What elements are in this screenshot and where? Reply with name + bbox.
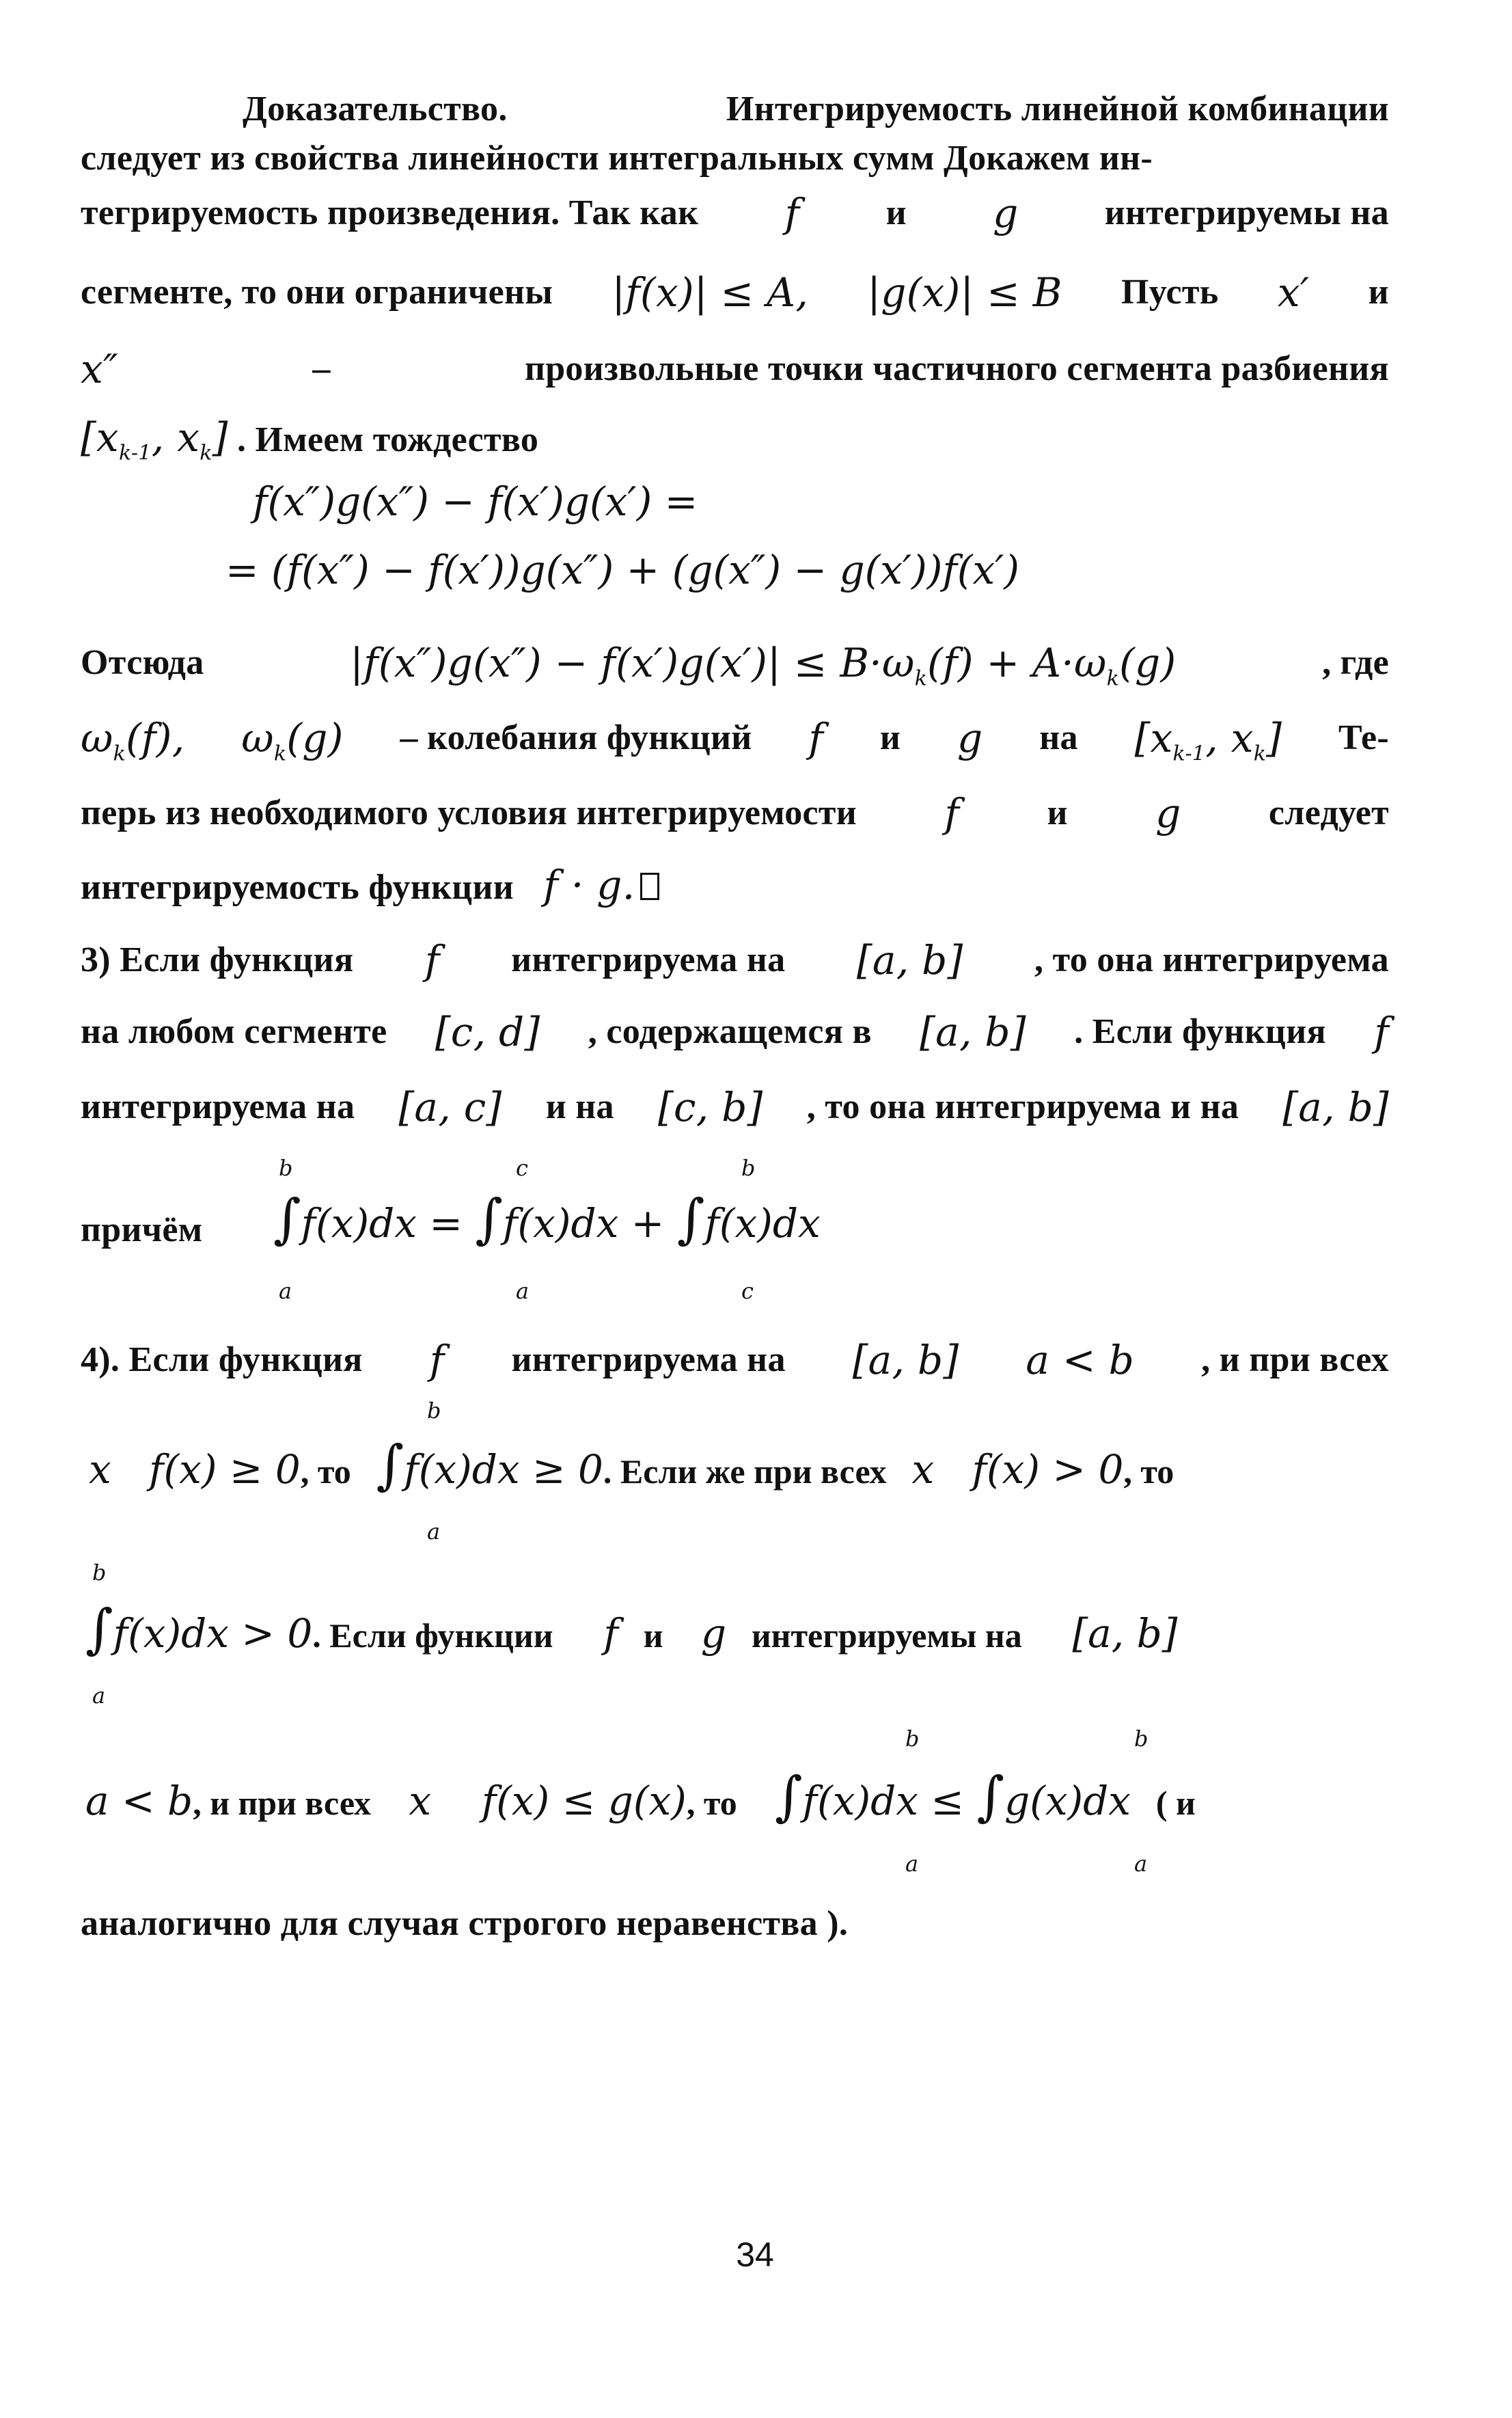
identity-line-2: = (f(x″) − f(x′))g(x″) + (g(x″) − g(x′))f(x′): [225, 547, 1020, 593]
limit-lower: a: [905, 1851, 919, 1877]
math-f: f: [944, 790, 960, 837]
text-span: причём: [81, 1210, 203, 1249]
math-ab: [a, b]: [1282, 1084, 1389, 1130]
text-line-18: x f(x) ≥ 0, то ∫f(x)dx ≥ 0. Если же при всех x f(x) > 0, то: [89, 1435, 1174, 1496]
limit-upper: b: [741, 1155, 756, 1181]
text-span: интегрируема на: [511, 1340, 786, 1379]
text-span: интегрируема на: [511, 940, 786, 979]
math-a-lt-b: a < b: [1026, 1337, 1135, 1383]
limit-lower: a: [516, 1278, 530, 1304]
math-f: f: [784, 190, 800, 236]
text-span: 3) Если функция: [81, 940, 354, 979]
end-of-proof-icon: [640, 873, 659, 900]
text-span: и: [1047, 793, 1068, 832]
text-line-19: ∫f(x)dx > 0. Если функции f и g интегрируемы на [a, b]: [85, 1599, 1178, 1660]
text-span: – колебания функций: [400, 718, 752, 757]
math-segment-k: [$x_{k-1}$, $x_k$]: [1134, 715, 1282, 766]
text-line-6: [81, 410, 1389, 481]
text-line-14: [81, 1005, 1389, 1059]
text-span: , то она интегрируема: [1034, 940, 1389, 979]
text-span: и: [885, 193, 907, 232]
proof-heading: Доказательство.: [243, 90, 508, 128]
text-span: следует: [1268, 793, 1389, 832]
text-span: и: [1368, 273, 1389, 312]
math-ab: [a, b]: [852, 1337, 959, 1383]
identity-line-1: f(x″)g(x″) − f(x′)g(x′) =: [253, 478, 698, 525]
text-line-3: [81, 186, 1389, 241]
text-span: на: [1039, 718, 1078, 757]
text-span: интегрируемы на: [1104, 193, 1389, 232]
integral-sign: ∫: [376, 1435, 404, 1496]
math-ab: [a, b]: [920, 1009, 1026, 1055]
integral-additivity: ∫f(x)dx = ∫f(x)dx + ∫f(x)dx: [273, 1188, 821, 1250]
text-line-11: [81, 786, 1389, 841]
page-number: 34: [736, 2236, 774, 2274]
text-line-5: [81, 342, 1389, 396]
limit-upper: b: [427, 1398, 441, 1424]
math-ab: [a, b]: [856, 937, 963, 983]
math-f: f: [429, 1337, 445, 1383]
text-span: интегрируема на: [81, 1087, 355, 1126]
math-inequality: $|f(x'')g(x'') - f(x')g(x')| \le B\cdot\omega_k(f) + A\cdot\omega_k(g)$: [350, 640, 1177, 691]
integral-sign: ∫: [475, 1188, 504, 1250]
limit-lower: a: [1134, 1851, 1148, 1877]
text-span: Пусть: [1121, 273, 1219, 312]
math-f: f: [424, 937, 440, 983]
text-line-10: [81, 711, 1389, 782]
limit-lower: a: [427, 1519, 441, 1545]
integral-sign: ∫: [85, 1599, 113, 1660]
text-line-1: [243, 82, 1389, 137]
text-line-17: [81, 1333, 1389, 1387]
math-fg: f · g: [543, 862, 622, 908]
text-line-2: [81, 131, 1389, 186]
text-span: –: [312, 349, 331, 388]
text-span: и: [879, 718, 901, 757]
text-span: , где: [1322, 643, 1389, 682]
text-span: следует из свойства линейности интегральных сумм Докажем ин-: [81, 139, 1153, 178]
math-bound-f: |f(x)| ≤ A,: [611, 269, 809, 316]
text-line-9: [81, 636, 1389, 707]
math-bound-g: |g(x)| ≤ B: [867, 269, 1062, 316]
integral-sign: ∫: [976, 1766, 1005, 1828]
math-cb: [c, b]: [658, 1084, 763, 1130]
limit-upper: b: [1134, 1726, 1149, 1752]
math-ac: [a, c]: [398, 1084, 502, 1130]
math-segment-k: [$x_{k-1}$, $x_k$]: [81, 414, 228, 465]
math-omega-f: $\omega_k(f)$,: [81, 715, 185, 766]
limit-upper: c: [516, 1155, 528, 1181]
integral-sign: ∫: [775, 1766, 803, 1828]
integral-sign: ∫: [273, 1188, 301, 1250]
limit-lower: a: [279, 1278, 292, 1304]
text-line-20: a < b, и при всех x f(x) ≤ g(x), то ∫f(x)dx ≤ ∫g(x)dx ( и: [85, 1766, 1196, 1828]
limit-lower: a: [92, 1683, 106, 1709]
text-line-21: [81, 1897, 1389, 1951]
text-span: перь из необходимого условия интегрируемости: [81, 793, 857, 832]
text-span: на любом сегменте: [81, 1012, 387, 1051]
math-omega-g: $\omega_k(g)$: [241, 715, 344, 766]
text-span: произвольные точки частичного сегмента разбиения: [524, 349, 1389, 388]
math-f: f: [808, 715, 824, 761]
text-line-4: [81, 265, 1389, 320]
limit-upper: b: [279, 1155, 293, 1181]
limit-upper: b: [905, 1726, 920, 1752]
text-span: сегменте, то они ограничены: [81, 273, 553, 312]
limit-lower: c: [741, 1278, 754, 1304]
text-span: 4). Если функция: [81, 1340, 363, 1379]
math-g: g: [1155, 790, 1181, 837]
text-span: тегрируемость произведения. Так как: [81, 193, 699, 232]
text-span: и на: [545, 1087, 614, 1126]
math-g: g: [957, 715, 983, 761]
text-span: . Если функция: [1074, 1012, 1326, 1051]
text-span: . Имеем тождество: [236, 420, 539, 459]
text-span: Те-: [1338, 718, 1389, 757]
text-span: , и при всех: [1201, 1340, 1389, 1379]
text-line-15: [81, 1080, 1389, 1135]
math-xprime: x′: [1277, 269, 1310, 316]
text-span: Интегрируемость линейной комбинации: [726, 90, 1389, 128]
integral-sign: ∫: [676, 1188, 705, 1250]
text-span: Отсюда: [81, 643, 204, 682]
text-span: , содержащемся в: [588, 1012, 872, 1051]
text-span: интегрируемость функции: [81, 868, 514, 907]
math-g: g: [993, 190, 1019, 236]
text-span: аналогично для случая строгого неравенства ).: [81, 1904, 849, 1943]
limit-upper: b: [92, 1560, 107, 1586]
math-cd: [c, d]: [435, 1009, 540, 1055]
text-line-13: [81, 933, 1389, 988]
math-xdprime: x″: [81, 346, 118, 392]
text-line-12: интегрируемость функции f · g.: [81, 858, 1389, 915]
math-f: f: [1374, 1009, 1389, 1055]
text-span: , то она интегрируема и на: [806, 1087, 1239, 1126]
